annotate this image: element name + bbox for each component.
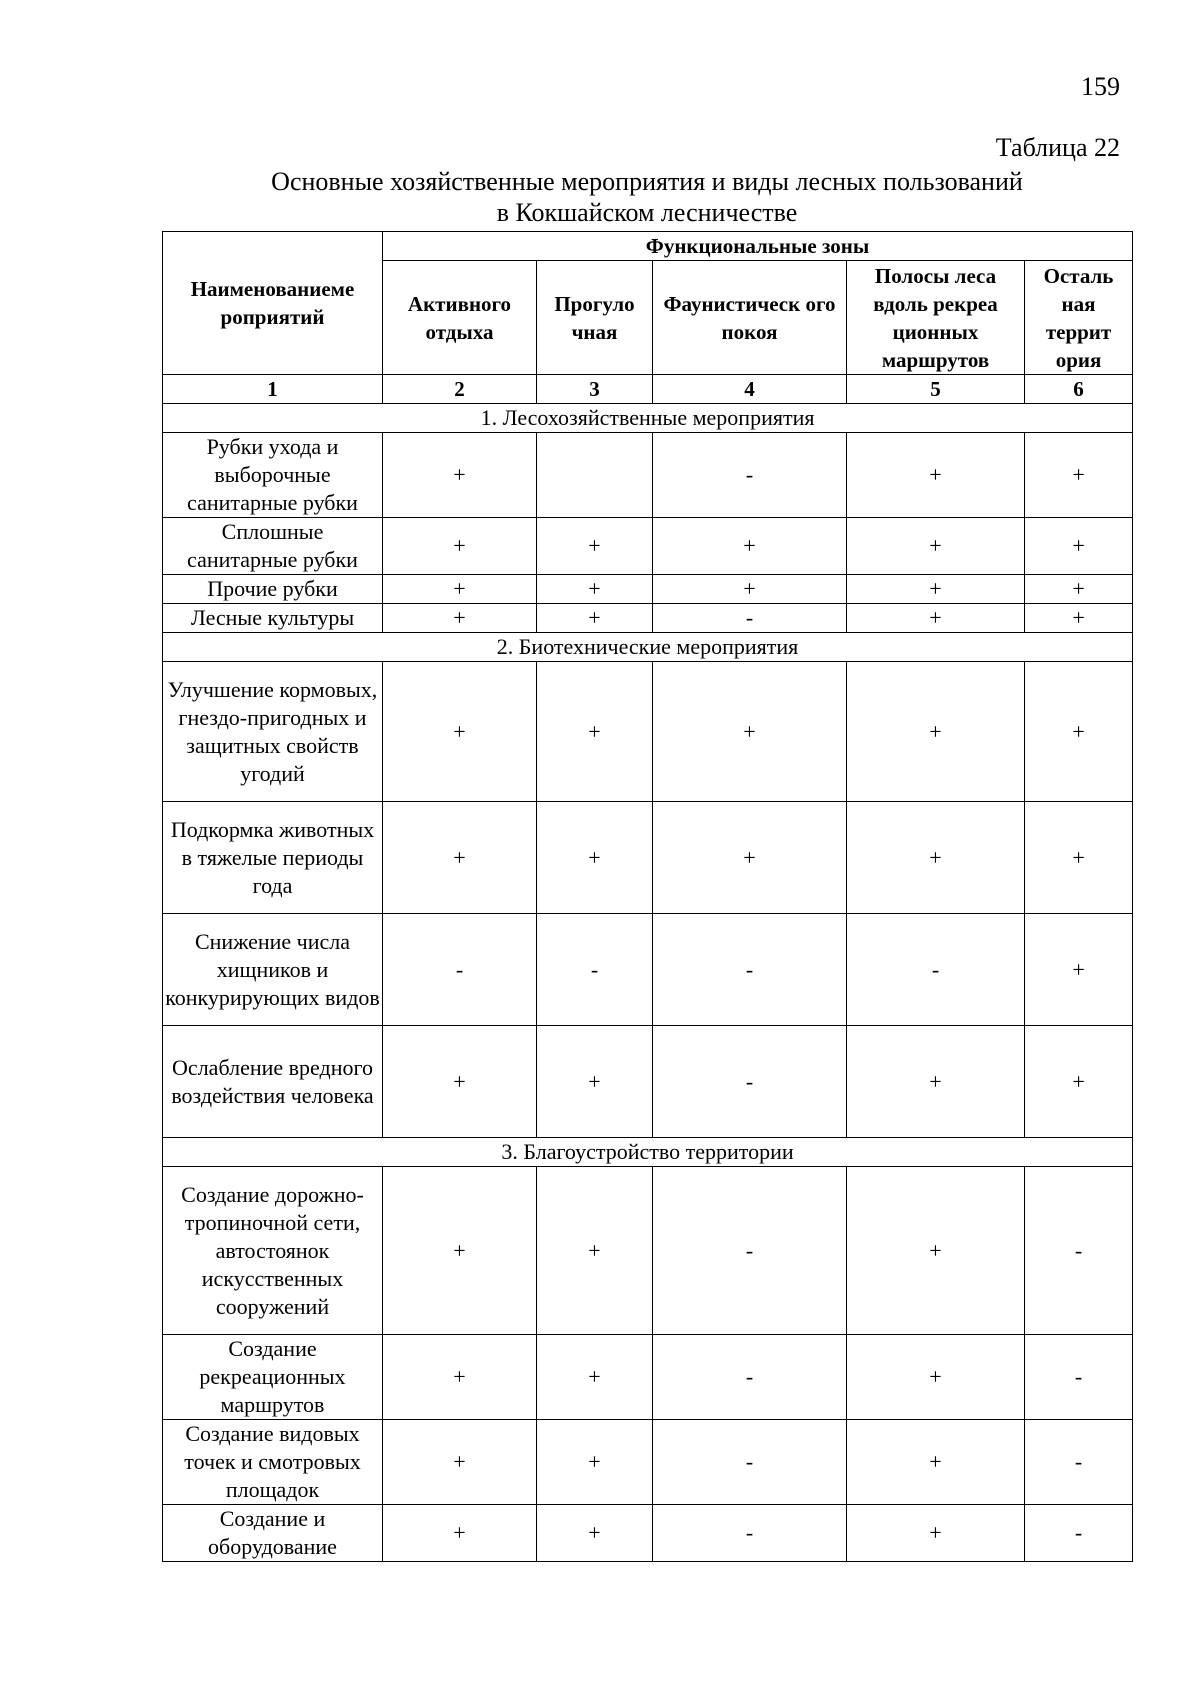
table-row (163, 802, 1133, 914)
zone-mark-cell: + (383, 575, 537, 604)
zone-mark-cell: + (1025, 518, 1133, 575)
zone-mark-cell: + (847, 662, 1025, 802)
zone-mark-cell: + (537, 1420, 653, 1505)
zone-mark-cell: + (847, 1167, 1025, 1335)
zone-mark-cell: + (847, 802, 1025, 914)
activity-name: Снижение числа хищников и конкурирующих видов (163, 914, 383, 1026)
zone-mark-cell: + (1025, 1026, 1133, 1138)
zone-mark-cell: - (653, 1167, 847, 1335)
zone-mark-cell: + (653, 518, 847, 575)
header-zone-walking: Прогуло чная (537, 261, 653, 375)
zone-mark-cell: - (653, 1420, 847, 1505)
section-row (163, 1138, 1133, 1167)
zone-mark-cell: + (847, 604, 1025, 633)
header-zone-faunistic-rest: Фаунистическ ого покоя (653, 261, 847, 375)
section-row (163, 633, 1133, 662)
zone-mark-cell: + (537, 802, 653, 914)
activity-name: Рубки ухода и выборочные санитарные рубки (163, 433, 383, 518)
section-title: 3. Благоустройство территории (163, 1138, 1133, 1167)
activity-name: Создание дорожно-тропиночной сети, автостоянок искусственных сооружений (163, 1167, 383, 1335)
table-row (163, 914, 1133, 1026)
zone-mark-cell: + (537, 1026, 653, 1138)
zone-mark-cell: + (653, 802, 847, 914)
table-title-line-2: в Кокшайском лесничестве (496, 198, 798, 227)
zone-mark-cell (537, 433, 653, 518)
zone-mark-cell: + (1025, 662, 1133, 802)
section-title: 1. Лесохозяйственные мероприятия (163, 404, 1133, 433)
zone-mark-cell: - (1025, 1505, 1133, 1562)
zone-mark-cell: + (383, 604, 537, 633)
header-zone-active-rest: Активного отдыха (383, 261, 537, 375)
zone-mark-cell: + (537, 1167, 653, 1335)
zone-mark-cell: + (1025, 575, 1133, 604)
activity-name: Ослабление вредного воздействия человека (163, 1026, 383, 1138)
zone-mark-cell: - (1025, 1335, 1133, 1420)
activity-name: Создание рекреационных маршрутов (163, 1335, 383, 1420)
activity-name: Создание и оборудование (163, 1505, 383, 1562)
zone-mark-cell: + (847, 1505, 1025, 1562)
table-row (163, 1026, 1133, 1138)
zone-mark-cell: + (1025, 433, 1133, 518)
zone-mark-cell: + (537, 1335, 653, 1420)
zone-mark-cell: + (847, 1335, 1025, 1420)
header-zone-other-territory: Осталь ная террит ория (1025, 261, 1133, 375)
zone-mark-cell: + (383, 433, 537, 518)
zone-mark-cell: - (653, 433, 847, 518)
section-title: 2. Биотехнические мероприятия (163, 633, 1133, 662)
zone-mark-cell: + (1025, 914, 1133, 1026)
zone-mark-cell: + (847, 518, 1025, 575)
zone-mark-cell: + (383, 1335, 537, 1420)
activity-name: Лесные культуры (163, 604, 383, 633)
header-zone-recreation-strips: Полосы леса вдоль рекреа ционных маршрутов (847, 261, 1025, 375)
zone-mark-cell: + (383, 1505, 537, 1562)
zone-mark-cell: + (537, 575, 653, 604)
activity-name: Улучшение кормовых, гнездо-пригодных и защитных свойств угодий (163, 662, 383, 802)
zone-mark-cell: + (383, 662, 537, 802)
zone-mark-cell: + (537, 662, 653, 802)
table-title-line-1: Основные хозяйственные мероприятия и виды лесных пользований (271, 167, 1023, 196)
zone-mark-cell: + (537, 518, 653, 575)
zone-mark-cell: + (1025, 604, 1133, 633)
zone-mark-cell: + (847, 575, 1025, 604)
zone-mark-cell: - (383, 914, 537, 1026)
zone-mark-cell: + (383, 518, 537, 575)
zone-mark-cell: + (383, 802, 537, 914)
table-row (163, 1420, 1133, 1505)
table-row (163, 518, 1133, 575)
column-number: 5 (847, 375, 1025, 404)
zone-mark-cell: + (653, 575, 847, 604)
zone-mark-cell: - (653, 1335, 847, 1420)
column-number: 2 (383, 375, 537, 404)
zone-mark-cell: + (1025, 802, 1133, 914)
zone-mark-cell: + (537, 1505, 653, 1562)
table-row (163, 604, 1133, 633)
zone-mark-cell: + (537, 604, 653, 633)
zone-mark-cell: + (847, 1420, 1025, 1505)
activities-table (162, 231, 1133, 1562)
table-row (163, 1335, 1133, 1420)
column-number: 4 (653, 375, 847, 404)
zone-mark-cell: + (847, 1026, 1025, 1138)
activity-name: Подкормка животных в тяжелые периоды года (163, 802, 383, 914)
header-functional-zones: Функциональные зоны (383, 232, 1133, 261)
zone-mark-cell: + (847, 433, 1025, 518)
table-label: Таблица 22 (995, 133, 1120, 162)
table-title (162, 166, 1132, 228)
zone-mark-cell: + (383, 1420, 537, 1505)
table-row (163, 1167, 1133, 1335)
zone-mark-cell: - (653, 604, 847, 633)
zone-mark-cell: - (1025, 1420, 1133, 1505)
zone-mark-cell: - (653, 1505, 847, 1562)
zone-mark-cell: - (1025, 1167, 1133, 1335)
table-row (163, 662, 1133, 802)
activity-name: Сплошные санитарные рубки (163, 518, 383, 575)
column-number: 6 (1025, 375, 1133, 404)
table-row (163, 1505, 1133, 1562)
zone-mark-cell: - (847, 914, 1025, 1026)
zone-mark-cell: + (383, 1167, 537, 1335)
column-number: 3 (537, 375, 653, 404)
column-number: 1 (163, 375, 383, 404)
zone-mark-cell: + (383, 1026, 537, 1138)
zone-mark-cell: - (653, 1026, 847, 1138)
header-name-column: Наименованиеме роприятий (163, 232, 383, 375)
activity-name: Прочие рубки (163, 575, 383, 604)
activity-name: Создание видовых точек и смотровых площадок (163, 1420, 383, 1505)
section-row (163, 404, 1133, 433)
zone-mark-cell: - (537, 914, 653, 1026)
table-row (163, 433, 1133, 518)
table-row (163, 575, 1133, 604)
zone-mark-cell: - (653, 914, 847, 1026)
zone-mark-cell: + (653, 662, 847, 802)
page-number: 159 (1081, 72, 1120, 101)
